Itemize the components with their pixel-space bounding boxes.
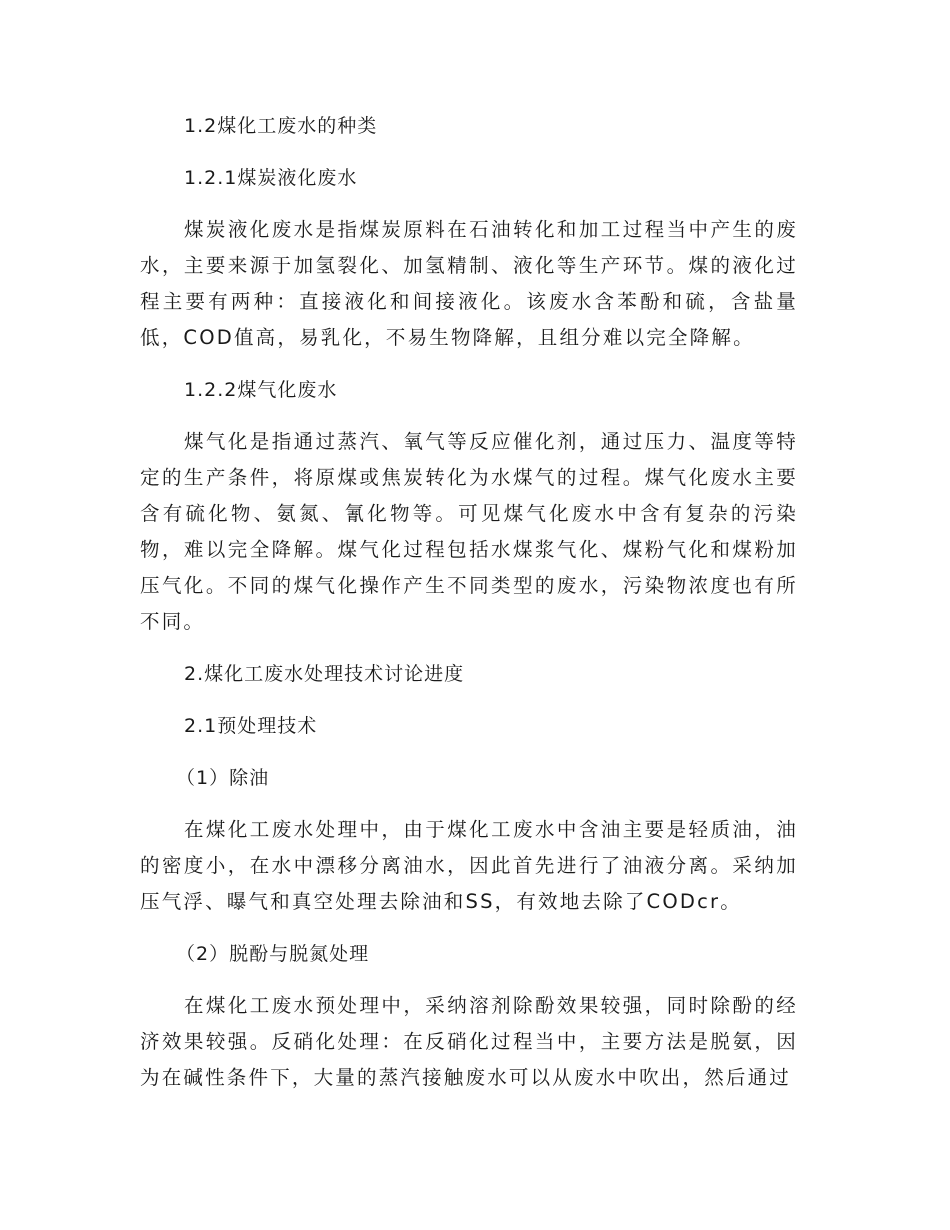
- section-heading-1-2: 1.2煤化工废水的种类: [184, 115, 378, 137]
- paragraph-coal-liquefaction: 煤炭液化废水是指煤炭原料在石油转化和加工过程当中产生的废水，主要来源于加氢裂化、加氢精制、液化等生产环节。煤的液化过程主要有两种：直接液化和间接液化。该废水含苯酚和硫，含盐量低，COD值高，易乳化，不易生物降解，且组分难以完全降解。: [140, 218, 798, 349]
- subheading-oil-removal: （1）除油: [176, 767, 270, 789]
- subheading-dephenol-denitrogen: （2）脱酚与脱氮处理: [176, 943, 370, 965]
- paragraph-dephenol-denitrogen: 在煤化工废水预处理中，采纳溶剂除酚效果较强，同时除酚的经济效果较强。反硝化处理：在反硝化过程当中，主要方法是脱氨，因为在碱性条件下，大量的蒸汽接触废水可以从废水中吹出，然后通过: [140, 994, 798, 1089]
- paragraph-coal-gasification: 煤气化是指通过蒸汽、氧气等反应催化剂，通过压力、温度等特定的生产条件，将原煤或焦炭转化为水煤气的过程。煤气化废水主要含有硫化物、氨氮、氰化物等。可见煤气化废水中含有复杂的污染物，难以完全降解。煤气化过程包括水煤浆气化、煤粉气化和煤粉加压气化。不同的煤气化操作产生不同类型的废水，污染物浓度也有所不同。: [140, 430, 798, 633]
- document-body: [140, 108, 798, 1112]
- section-heading-2: 2.煤化工废水处理技术讨论进度: [184, 663, 465, 685]
- section-heading-2-1: 2.1预处理技术: [184, 715, 318, 737]
- section-heading-1-2-2: 1.2.2煤气化废水: [184, 379, 338, 401]
- section-heading-1-2-1: 1.2.1煤炭液化废水: [184, 167, 358, 189]
- paragraph-oil-removal: 在煤化工废水处理中，由于煤化工废水中含油主要是轻质油，油的密度小，在水中漂移分离油水，因此首先进行了油液分离。采纳加压气浮、曝气和真空处理去除油和SS，有效地去除了CODcr。: [140, 818, 798, 913]
